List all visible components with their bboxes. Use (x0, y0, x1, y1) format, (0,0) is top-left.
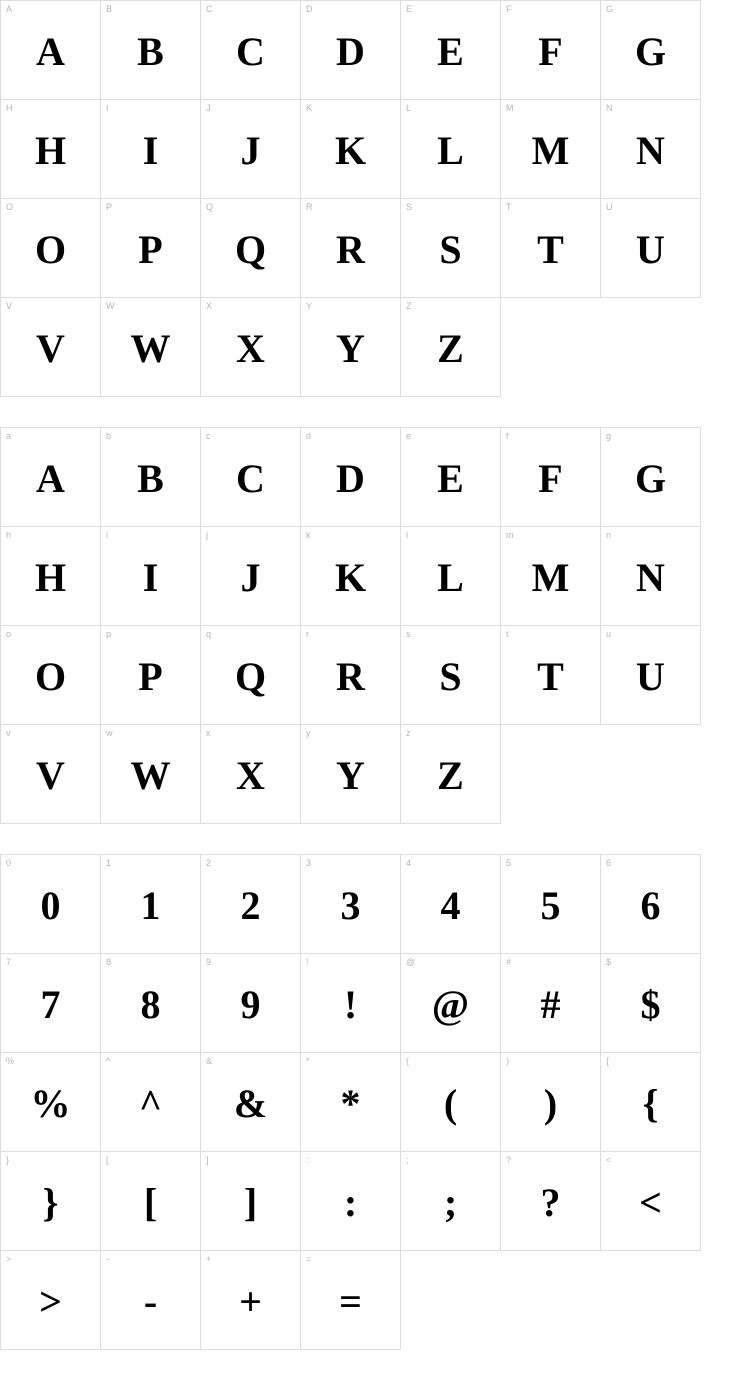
glyph-code-label: M (506, 103, 514, 113)
glyph-character: M (531, 555, 570, 600)
glyph-code-label: 1 (106, 858, 112, 868)
glyph-character: ) (543, 1081, 558, 1126)
glyph-code-label: 5 (506, 858, 512, 868)
glyph-cell[interactable] (501, 1053, 601, 1152)
glyph-character: S (439, 227, 462, 272)
glyph-code-label: N (606, 103, 613, 113)
glyph-cell[interactable] (201, 725, 301, 824)
glyph-character: Z (437, 326, 464, 371)
glyph-cell[interactable] (201, 626, 301, 725)
glyph-character: L (437, 555, 464, 600)
glyph-code-label: ) (506, 1056, 509, 1066)
glyph-code-label: u (606, 629, 612, 639)
glyph-code-label: h (6, 530, 12, 540)
glyph-cell[interactable] (1, 725, 101, 824)
glyph-code-label: r (306, 629, 309, 639)
glyph-code-label: F (506, 4, 512, 14)
glyph-code-label: j (206, 530, 208, 540)
section-divider (0, 397, 740, 427)
glyph-code-label: o (6, 629, 12, 639)
glyph-section-symbols (0, 854, 740, 1350)
glyph-code-label: } (6, 1155, 10, 1165)
glyph-grid-uppercase (0, 0, 701, 397)
glyph-character: V (36, 753, 65, 798)
glyph-character: # (540, 982, 561, 1027)
glyph-character: C (236, 456, 265, 501)
glyph-character: N (636, 128, 665, 173)
glyph-cell[interactable] (101, 954, 201, 1053)
glyph-character: E (437, 29, 464, 74)
glyph-cell[interactable] (1, 100, 101, 199)
glyph-character: R (336, 227, 365, 272)
glyph-character: W (130, 753, 171, 798)
glyph-cell[interactable] (101, 626, 201, 725)
glyph-cell[interactable] (101, 100, 201, 199)
glyph-cell[interactable] (501, 855, 601, 954)
glyph-cell[interactable] (401, 527, 501, 626)
glyph-code-label: W (106, 301, 115, 311)
glyph-character: J (240, 128, 261, 173)
glyph-cell[interactable] (501, 1152, 601, 1251)
glyph-character: A (36, 29, 65, 74)
glyph-code-label: G (606, 4, 614, 14)
glyph-code-label: : (306, 1155, 309, 1165)
glyph-cell[interactable] (201, 298, 301, 397)
glyph-code-label: 3 (306, 858, 312, 868)
glyph-cell[interactable] (301, 428, 401, 527)
glyph-code-label: w (106, 728, 113, 738)
glyph-cell[interactable] (101, 298, 201, 397)
glyph-code-label: V (6, 301, 13, 311)
glyph-character: G (634, 456, 667, 501)
glyph-character: R (336, 654, 365, 699)
glyph-code-label: 4 (406, 858, 412, 868)
glyph-section-uppercase (0, 0, 740, 397)
glyph-cell[interactable] (401, 626, 501, 725)
glyph-character: & (233, 1081, 268, 1126)
glyph-cell[interactable] (501, 428, 601, 527)
glyph-cell[interactable] (101, 855, 201, 954)
glyph-cell[interactable] (201, 1152, 301, 1251)
glyph-code-label: g (606, 431, 612, 441)
glyph-character: I (142, 555, 159, 600)
glyph-code-label: J (206, 103, 211, 113)
glyph-code-label: S (406, 202, 413, 212)
glyph-character: = (339, 1279, 362, 1324)
glyph-code-label: b (106, 431, 112, 441)
glyph-cell[interactable] (301, 298, 401, 397)
glyph-character: H (34, 555, 67, 600)
glyph-character: P (138, 654, 163, 699)
glyph-cell[interactable] (301, 855, 401, 954)
glyph-character: F (538, 29, 563, 74)
glyph-code-label: ! (306, 957, 309, 967)
glyph-code-label: E (406, 4, 413, 14)
glyph-code-label: + (206, 1254, 212, 1264)
glyph-code-label: P (106, 202, 113, 212)
glyph-character: [ (143, 1180, 158, 1225)
glyph-cell[interactable] (201, 1, 301, 100)
glyph-cell[interactable] (501, 199, 601, 298)
section-divider (0, 824, 740, 854)
glyph-cell[interactable] (101, 527, 201, 626)
glyph-character: * (340, 1081, 361, 1126)
glyph-grid-lowercase (0, 427, 701, 824)
glyph-code-label: % (6, 1056, 15, 1066)
glyph-character: V (36, 326, 65, 371)
glyph-character: B (137, 456, 164, 501)
glyph-code-label: 8 (106, 957, 112, 967)
glyph-code-label: A (6, 4, 13, 14)
glyph-code-label: 6 (606, 858, 612, 868)
glyph-character: + (239, 1279, 262, 1324)
glyph-code-label: 9 (206, 957, 212, 967)
glyph-code-label: 7 (6, 957, 12, 967)
glyph-character: E (437, 456, 464, 501)
glyph-code-label: B (106, 4, 113, 14)
glyph-code-label: = (306, 1254, 312, 1264)
glyph-code-label: @ (406, 957, 416, 967)
glyph-cell[interactable] (301, 725, 401, 824)
glyph-character: G (634, 29, 667, 74)
glyph-code-label: & (206, 1056, 213, 1066)
glyph-cell[interactable] (501, 527, 601, 626)
glyph-character: F (538, 456, 563, 501)
glyph-grid-symbols (0, 854, 701, 1350)
glyph-cell[interactable] (1, 298, 101, 397)
glyph-character: $ (640, 982, 661, 1027)
glyph-code-label: Y (306, 301, 313, 311)
glyph-cell[interactable] (601, 100, 701, 199)
glyph-character: 3 (340, 883, 361, 928)
glyph-cell[interactable] (201, 199, 301, 298)
glyph-character: N (636, 555, 665, 600)
glyph-cell[interactable] (1, 199, 101, 298)
glyph-character: A (36, 456, 65, 501)
glyph-cell[interactable] (101, 1053, 201, 1152)
glyph-code-label: d (306, 431, 312, 441)
glyph-character: I (142, 128, 159, 173)
glyph-character: 9 (240, 982, 261, 1027)
glyph-code-label: I (106, 103, 109, 113)
glyph-cell[interactable] (601, 428, 701, 527)
glyph-character: 7 (40, 982, 61, 1027)
glyph-code-label: ( (406, 1056, 409, 1066)
glyph-code-label: R (306, 202, 313, 212)
glyph-cell[interactable] (401, 100, 501, 199)
glyph-cell[interactable] (601, 855, 701, 954)
glyph-code-label: X (206, 301, 213, 311)
glyph-character: 8 (140, 982, 161, 1027)
glyph-code-label: z (406, 728, 411, 738)
glyph-cell[interactable] (301, 527, 401, 626)
glyph-code-label: x (206, 728, 211, 738)
glyph-code-label: n (606, 530, 612, 540)
glyph-code-label: L (406, 103, 412, 113)
glyph-cell[interactable] (1, 855, 101, 954)
glyph-code-label: H (6, 103, 13, 113)
glyph-cell[interactable] (1, 626, 101, 725)
glyph-character: Y (336, 326, 365, 371)
glyph-code-label: a (6, 431, 12, 441)
glyph-code-label: < (606, 1155, 612, 1165)
glyph-character: J (240, 555, 261, 600)
glyph-cell[interactable] (501, 1, 601, 100)
glyph-cell[interactable] (401, 199, 501, 298)
glyph-character: S (439, 654, 462, 699)
glyph-character: D (336, 29, 365, 74)
glyph-cell[interactable] (1, 1152, 101, 1251)
glyph-cell[interactable] (301, 626, 401, 725)
glyph-cell[interactable] (501, 626, 601, 725)
glyph-cell[interactable] (201, 1251, 301, 1350)
glyph-character: ^ (138, 1081, 163, 1126)
glyph-cell[interactable] (101, 1, 201, 100)
glyph-code-label: { (606, 1056, 610, 1066)
glyph-cell[interactable] (501, 100, 601, 199)
glyph-code-label: K (306, 103, 313, 113)
glyph-character: ? (540, 1180, 561, 1225)
glyph-character: ; (443, 1180, 458, 1225)
glyph-character: < (639, 1180, 662, 1225)
glyph-cell[interactable] (301, 100, 401, 199)
glyph-code-label: l (406, 530, 408, 540)
glyph-code-label: ; (406, 1155, 409, 1165)
glyph-cell[interactable] (301, 1152, 401, 1251)
glyph-cell[interactable] (201, 100, 301, 199)
glyph-code-label: ] (206, 1155, 209, 1165)
glyph-cell[interactable] (101, 428, 201, 527)
glyph-character: 6 (640, 883, 661, 928)
glyph-cell[interactable] (201, 527, 301, 626)
glyph-cell[interactable] (601, 1152, 701, 1251)
glyph-code-label: e (406, 431, 412, 441)
glyph-code-label: f (506, 431, 509, 441)
glyph-cell[interactable] (1, 1053, 101, 1152)
glyph-section-lowercase (0, 427, 740, 824)
glyph-character: - (143, 1279, 158, 1324)
glyph-character: X (236, 753, 265, 798)
glyph-cell[interactable] (101, 725, 201, 824)
glyph-cell-empty (501, 298, 601, 397)
glyph-cell-empty (501, 1251, 601, 1350)
glyph-code-label: 2 (206, 858, 212, 868)
glyph-character: 2 (240, 883, 261, 928)
glyph-cell-empty (601, 725, 701, 824)
glyph-cell-empty (501, 725, 601, 824)
glyph-cell[interactable] (601, 527, 701, 626)
glyph-code-label: i (106, 530, 108, 540)
glyph-character: ] (243, 1180, 258, 1225)
glyph-character: 5 (540, 883, 561, 928)
glyph-code-label: * (306, 1056, 310, 1066)
glyph-cell[interactable] (401, 725, 501, 824)
glyph-code-label: c (206, 431, 211, 441)
glyph-cell[interactable] (301, 1, 401, 100)
glyph-character: ( (443, 1081, 458, 1126)
glyph-character: O (34, 227, 67, 272)
glyph-character: > (39, 1279, 62, 1324)
glyph-code-label: Z (406, 301, 412, 311)
glyph-character: M (531, 128, 570, 173)
glyph-cell[interactable] (601, 1053, 701, 1152)
glyph-cell[interactable] (401, 855, 501, 954)
glyph-character: T (537, 654, 564, 699)
glyph-character: Q (234, 654, 267, 699)
glyph-character: 0 (40, 883, 61, 928)
glyph-cell[interactable] (201, 428, 301, 527)
glyph-cell[interactable] (601, 626, 701, 725)
glyph-code-label: q (206, 629, 212, 639)
glyph-code-label: y (306, 728, 311, 738)
glyph-character: K (334, 128, 367, 173)
glyph-cell[interactable] (601, 199, 701, 298)
glyph-code-label: ? (506, 1155, 512, 1165)
glyph-character: @ (431, 982, 470, 1027)
glyph-character: L (437, 128, 464, 173)
glyph-cell-empty (401, 1251, 501, 1350)
glyph-cell[interactable] (101, 1152, 201, 1251)
glyph-cell[interactable] (301, 1053, 401, 1152)
glyph-cell[interactable] (1, 954, 101, 1053)
glyph-cell[interactable] (101, 199, 201, 298)
glyph-code-label: m (506, 530, 514, 540)
glyph-cell[interactable] (201, 954, 301, 1053)
glyph-character: W (130, 326, 171, 371)
glyph-character: : (343, 1180, 358, 1225)
glyph-cell[interactable] (201, 855, 301, 954)
glyph-cell[interactable] (301, 1251, 401, 1350)
glyph-character: U (636, 227, 665, 272)
glyph-cell[interactable] (401, 1053, 501, 1152)
glyph-character: 4 (440, 883, 461, 928)
glyph-cell[interactable] (301, 954, 401, 1053)
glyph-character: P (138, 227, 163, 272)
glyph-character: K (334, 555, 367, 600)
glyph-cell[interactable] (301, 199, 401, 298)
glyph-code-label: Q (206, 202, 214, 212)
glyph-cell[interactable] (601, 954, 701, 1053)
glyph-cell[interactable] (401, 1, 501, 100)
glyph-character: O (34, 654, 67, 699)
glyph-code-label: > (6, 1254, 12, 1264)
glyph-code-label: C (206, 4, 213, 14)
glyph-character: % (30, 1081, 71, 1126)
glyph-cell[interactable] (101, 1251, 201, 1350)
glyph-code-label: D (306, 4, 313, 14)
glyph-character: T (537, 227, 564, 272)
glyph-character: Z (437, 753, 464, 798)
glyph-code-label: p (106, 629, 112, 639)
glyph-cell-empty (601, 298, 701, 397)
glyph-character: Q (234, 227, 267, 272)
glyph-code-label: $ (606, 957, 612, 967)
glyph-character: B (137, 29, 164, 74)
glyph-character: X (236, 326, 265, 371)
glyph-cell[interactable] (401, 298, 501, 397)
glyph-cell-empty (601, 1251, 701, 1350)
glyph-character: 1 (140, 883, 161, 928)
glyph-code-label: # (506, 957, 512, 967)
glyph-character: H (34, 128, 67, 173)
glyph-character: Y (336, 753, 365, 798)
glyph-character: C (236, 29, 265, 74)
glyph-cell[interactable] (1, 1, 101, 100)
glyph-code-label: O (6, 202, 14, 212)
glyph-code-label: U (606, 202, 613, 212)
glyph-character: ! (343, 982, 358, 1027)
glyph-character: D (336, 456, 365, 501)
glyph-cell[interactable] (201, 1053, 301, 1152)
glyph-cell[interactable] (401, 428, 501, 527)
glyph-code-label: s (406, 629, 411, 639)
glyph-code-label: - (106, 1254, 109, 1264)
glyph-cell[interactable] (1, 1251, 101, 1350)
glyph-code-label: 0 (6, 858, 12, 868)
glyph-character: U (636, 654, 665, 699)
glyph-code-label: k (306, 530, 311, 540)
glyph-cell[interactable] (601, 1, 701, 100)
glyph-cell[interactable] (1, 527, 101, 626)
glyph-code-label: v (6, 728, 11, 738)
glyph-character: } (42, 1180, 59, 1225)
glyph-cell[interactable] (401, 1152, 501, 1251)
glyph-code-label: [ (106, 1155, 109, 1165)
glyph-cell[interactable] (401, 954, 501, 1053)
glyph-code-label: t (506, 629, 509, 639)
glyph-cell[interactable] (1, 428, 101, 527)
glyph-character: { (642, 1081, 659, 1126)
glyph-cell[interactable] (501, 954, 601, 1053)
glyph-code-label: T (506, 202, 512, 212)
glyph-code-label: ^ (106, 1056, 111, 1066)
